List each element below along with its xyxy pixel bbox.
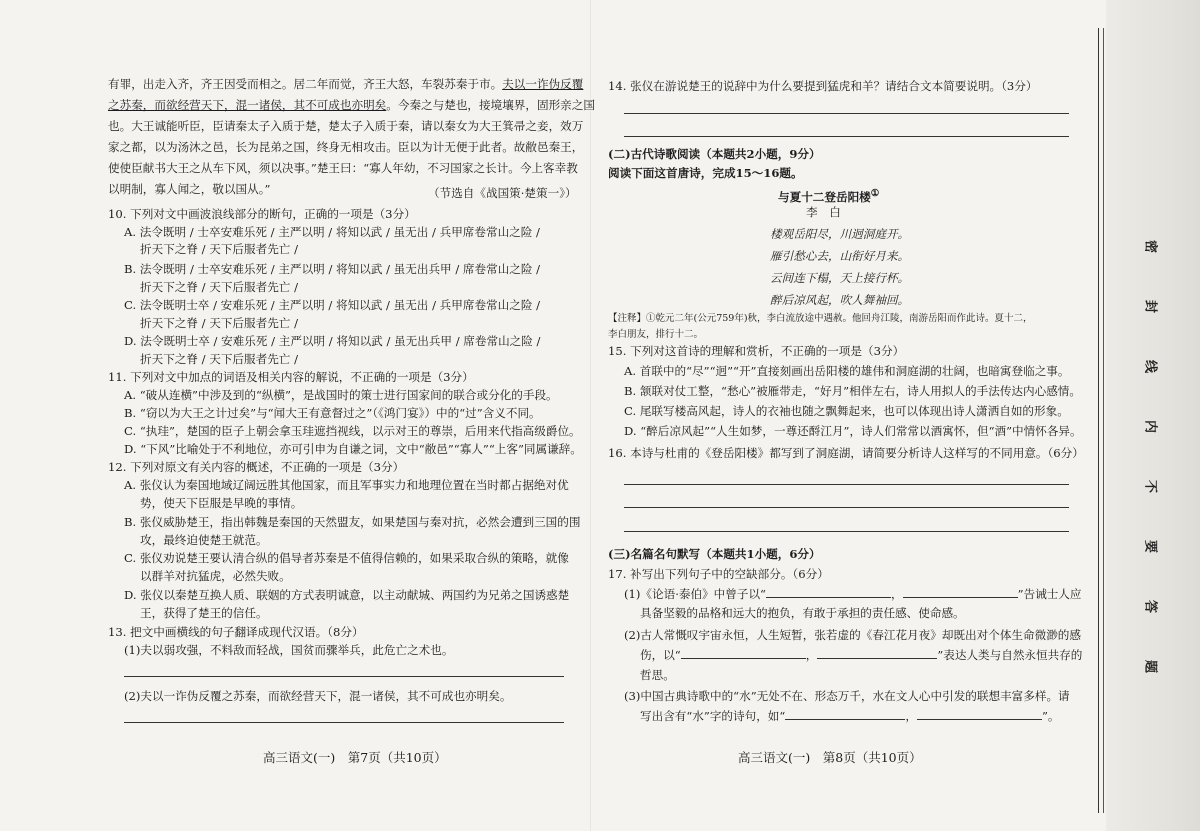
q17-blank-3a[interactable] (785, 719, 905, 720)
q15-option-c: C. 尾联写楼高风起，诗人的衣袖也随之飘舞起来，也可以体现出诗人潇洒自如的形象。 (624, 404, 1069, 418)
seal-char-6: 要 (1145, 537, 1158, 552)
passage-line-1: 有罪，出走入齐，齐王因受而相之。居二年而觉，齐王大怒，车裂苏秦于市。夫以一诈伪反覆 (108, 77, 584, 91)
q15-option-a: A. 首联中的“尽”“迥”“开”直接刻画出岳阳楼的雄伟和洞庭湖的壮阔，也暗寓登临之事。 (624, 364, 1070, 378)
q17-blank-2a[interactable] (681, 658, 806, 659)
page-fold (590, 0, 591, 831)
q11-option-d: D. “下风”比喻处于不利地位，亦可引申为自谦之词，文中“敝邑”“寡人”“上客”同属谦辞。 (124, 442, 582, 456)
q15-option-d: D. “醉后凉风起”“人生如梦，一尊还酹江月”，诗人们常常以酒寓怀，但“酒”中情怀各异。 (624, 424, 1082, 438)
passage-line-4: 家之都，以为汤沐之邑，长为昆弟之国，终身无相攻击。臣以为计无便于此者。故敝邑秦王， (108, 140, 584, 154)
q13-answer-line-2[interactable] (124, 722, 564, 723)
seal-char-4: 内 (1145, 417, 1158, 432)
q10-option-a: A. 法令既明 / 士卒安难乐死 / 主严以明 / 将知以武 / 虽无出 / 兵甲席卷常山之险 / (124, 225, 540, 239)
q10-option-d-cont: 折天下之脊 / 天下后服者先亡 / (140, 352, 298, 366)
q17-blank-3b[interactable] (917, 719, 1042, 720)
q12-option-a-cont: 势，使天下臣服是早晚的事情。 (140, 496, 303, 510)
q10-option-c: C. 法令既明士卒 / 安难乐死 / 主严以明 / 将知以武 / 虽无出 / 兵甲席卷常山之险 / (124, 298, 541, 312)
section-3-title: (三)名篇名句默写（本题共1小题，6分） (608, 547, 821, 561)
poem-line-1: 楼观岳阳尽，川迥洞庭开。 (770, 227, 910, 241)
q17-item-2-cont: 伤，以“ ， ”表达人类与自然永恒共存的 (640, 648, 1083, 662)
q14-stem: 14. 张仪在游说楚王的说辞中为什么要提到猛虎和羊？请结合文本简要说明。（3分） (608, 79, 1038, 93)
q12-option-b-cont: 攻，最终迫使楚王就范。 (140, 533, 268, 547)
q13-answer-line-1[interactable] (124, 676, 564, 677)
q15-option-b: B. 颔联对仗工整，“愁心”被雁带走，“好月”相伴左右，诗人用拟人的手法传达内心感情。 (624, 384, 1081, 398)
q11-option-b: B. “窃以为大王之计过矣”与“闻大王有意督过之”（《鸿门宴》）中的“过”含义不同。 (124, 406, 541, 420)
q17-stem: 17. 补写出下列句子中的空缺部分。（6分） (608, 567, 829, 581)
q17-item-3-cont: 写出含有“水”字的诗句，如“ ， ”。 (640, 709, 1060, 723)
q16-answer-line-2[interactable] (624, 507, 1069, 508)
passage-line-6: 以明制，寡人闻之，敬以国从。” (108, 182, 271, 196)
seal-char-5: 不 (1145, 477, 1158, 492)
q12-option-c-cont: 以群羊对抗猛虎，必然失败。 (140, 569, 291, 583)
q17-item-1-cont: 具备坚毅的品格和远大的抱负，有敢于承担的责任感、使命感。 (640, 606, 965, 620)
passage-line-3: 也。大王诚能听臣，臣请秦太子入质于楚，楚太子入质于秦，请以秦女为大王箕帚之妾，效万 (108, 119, 584, 133)
seal-char-7: 答 (1145, 597, 1158, 612)
q11-stem: 11. 下列对文中加点的词语及相关内容的解说，不正确的一项是（3分） (108, 370, 474, 384)
poem-line-3: 云间连下榻，天上接行杯。 (770, 271, 910, 285)
q14-answer-line-1[interactable] (624, 113, 1069, 114)
q12-option-d: D. 张仪以秦楚互换人质、联姻的方式表明诚意，以主动献城、两国约为兄弟之国诱惑楚 (124, 588, 570, 602)
q12-stem: 12. 下列对原文有关内容的概述，不正确的一项是（3分） (108, 460, 405, 474)
q10-stem: 10. 下列对文中画波浪线部分的断句，正确的一项是（3分） (108, 207, 416, 221)
q16-answer-line-3[interactable] (624, 531, 1069, 532)
q12-option-c: C. 张仪劝说楚王要认清合纵的倡导者苏秦是不值得信赖的，如果采取合纵的策略，就像 (124, 551, 569, 565)
q10-option-b: B. 法令既明 / 士卒安难乐死 / 主严以明 / 将知以武 / 虽无出兵甲 / 席卷常山之险 / (124, 262, 541, 276)
q13-sentence-1: (1)夫以弱攻强，不料敌而轻战，国贫而骤举兵，此危亡之术也。 (124, 643, 454, 657)
q17-item-3: (3)中国古典诗歌中的“水”无处不在、形态万千，水在文人心中引发的联想丰富多样。请 (624, 689, 1070, 703)
section-2-title: (二)古代诗歌阅读（本题共2小题，9分） (608, 147, 821, 161)
q16-stem: 16. 本诗与杜甫的《登岳阳楼》都写到了洞庭湖，请简要分析诗人这样写的不同用意。（6分） (608, 446, 1084, 460)
seal-char-1: 密 (1145, 237, 1158, 252)
poem-line-2: 雁引愁心去，山衔好月来。 (770, 249, 910, 263)
q16-answer-line-1[interactable] (624, 484, 1069, 485)
q17-blank-1a[interactable] (766, 597, 891, 598)
seal-char-3: 线 (1145, 357, 1158, 372)
q10-option-a-cont: 折天下之脊 / 天下后服者先亡 / (140, 242, 298, 256)
q10-option-b-cont: 折天下之脊 / 天下后服者先亡 / (140, 280, 298, 294)
left-page-footer: 高三语文(一) 第7页（共10页） (263, 750, 447, 765)
underlined-sentence-end: 之苏秦，而欲经营天下，混一诸侯，其不可成也亦明矣 (108, 98, 387, 112)
passage-line-2: 之苏秦，而欲经营天下，混一诸侯，其不可成也亦明矣。今秦之与楚也，接境壤界，固形亲之国 (108, 98, 595, 112)
q11-option-c: C. “执珪”，楚国的臣子上朝会拿玉珪遮挡视线，以示对王的尊崇，后用来代指高级爵位。 (124, 424, 581, 438)
q17-blank-1b[interactable] (903, 597, 1018, 598)
q17-item-2-end: 哲思。 (640, 668, 675, 682)
poem-title: 与夏十二登岳阳楼① (778, 188, 880, 204)
q14-answer-line-2[interactable] (624, 136, 1069, 137)
poem-author: 李 白 (806, 205, 841, 219)
seal-char-8: 题 (1145, 657, 1158, 672)
right-page-footer: 高三语文(一) 第8页（共10页） (738, 750, 922, 765)
passage-line-5: 使使臣献书大王之从车下风，须以决事。”楚王曰：“寡人年幼，不习国家之长计。今上客幸教 (108, 161, 578, 175)
q17-blank-2b[interactable] (817, 658, 937, 659)
underlined-sentence-start: 夫以一诈伪反覆 (502, 77, 584, 91)
section-2-instructions: 阅读下面这首唐诗，完成15～16题。 (608, 166, 803, 180)
poem-note-line-2: 李白朋友，排行十二。 (608, 329, 704, 340)
q12-option-b: B. 张仪威胁楚王，指出韩魏是秦国的天然盟友，如果楚国与秦对抗，必然会遭到三国的围 (124, 515, 581, 529)
seal-line-inner (1103, 28, 1104, 813)
q17-item-1: (1)《论语·泰伯》中曾子以“ ， ”告诫士人应 (624, 587, 1082, 601)
q15-stem: 15. 下列对这首诗的理解和赏析，不正确的一项是（3分） (608, 344, 905, 358)
q13-sentence-2: (2)夫以一诈伪反覆之苏秦，而欲经营天下，混一诸侯，其不可成也亦明矣。 (124, 689, 512, 703)
seal-char-2: 封 (1145, 297, 1158, 312)
q12-option-a: A. 张仪认为秦国地域辽阔远胜其他国家，而且军事实力和地理位置在当时都占据绝对优 (124, 478, 569, 492)
passage-source: （节选自《战国策·楚策一》） (428, 186, 577, 200)
poem-line-4: 醉后凉风起，吹人舞袖回。 (770, 293, 910, 307)
q10-option-d: D. 法令既明士卒 / 安难乐死 / 主严以明 / 将知以武 / 虽无出兵甲 / 席卷常山之险 / (124, 334, 541, 348)
q13-stem: 13. 把文中画横线的句子翻译成现代汉语。（8分） (108, 625, 364, 639)
q17-item-2: (2)古人常慨叹宇宙永恒，人生短暂，张若虚的《春江花月夜》却既出对个体生命微渺的感 (624, 628, 1081, 642)
poem-note-line-1: 【注释】①乾元二年(公元759年)秋，李白流放途中遇赦。他回舟江陵，南游岳阳而作此诗。夏十二， (608, 313, 1033, 324)
q10-option-c-cont: 折天下之脊 / 天下后服者先亡 / (140, 316, 298, 330)
q11-option-a: A. “破从连横”中涉及到的“纵横”，是战国时的策士进行国家间的联合或分化的手段。 (124, 388, 558, 402)
q12-option-d-cont: 王，获得了楚王的信任。 (140, 606, 268, 620)
seal-line-outer (1098, 28, 1099, 813)
